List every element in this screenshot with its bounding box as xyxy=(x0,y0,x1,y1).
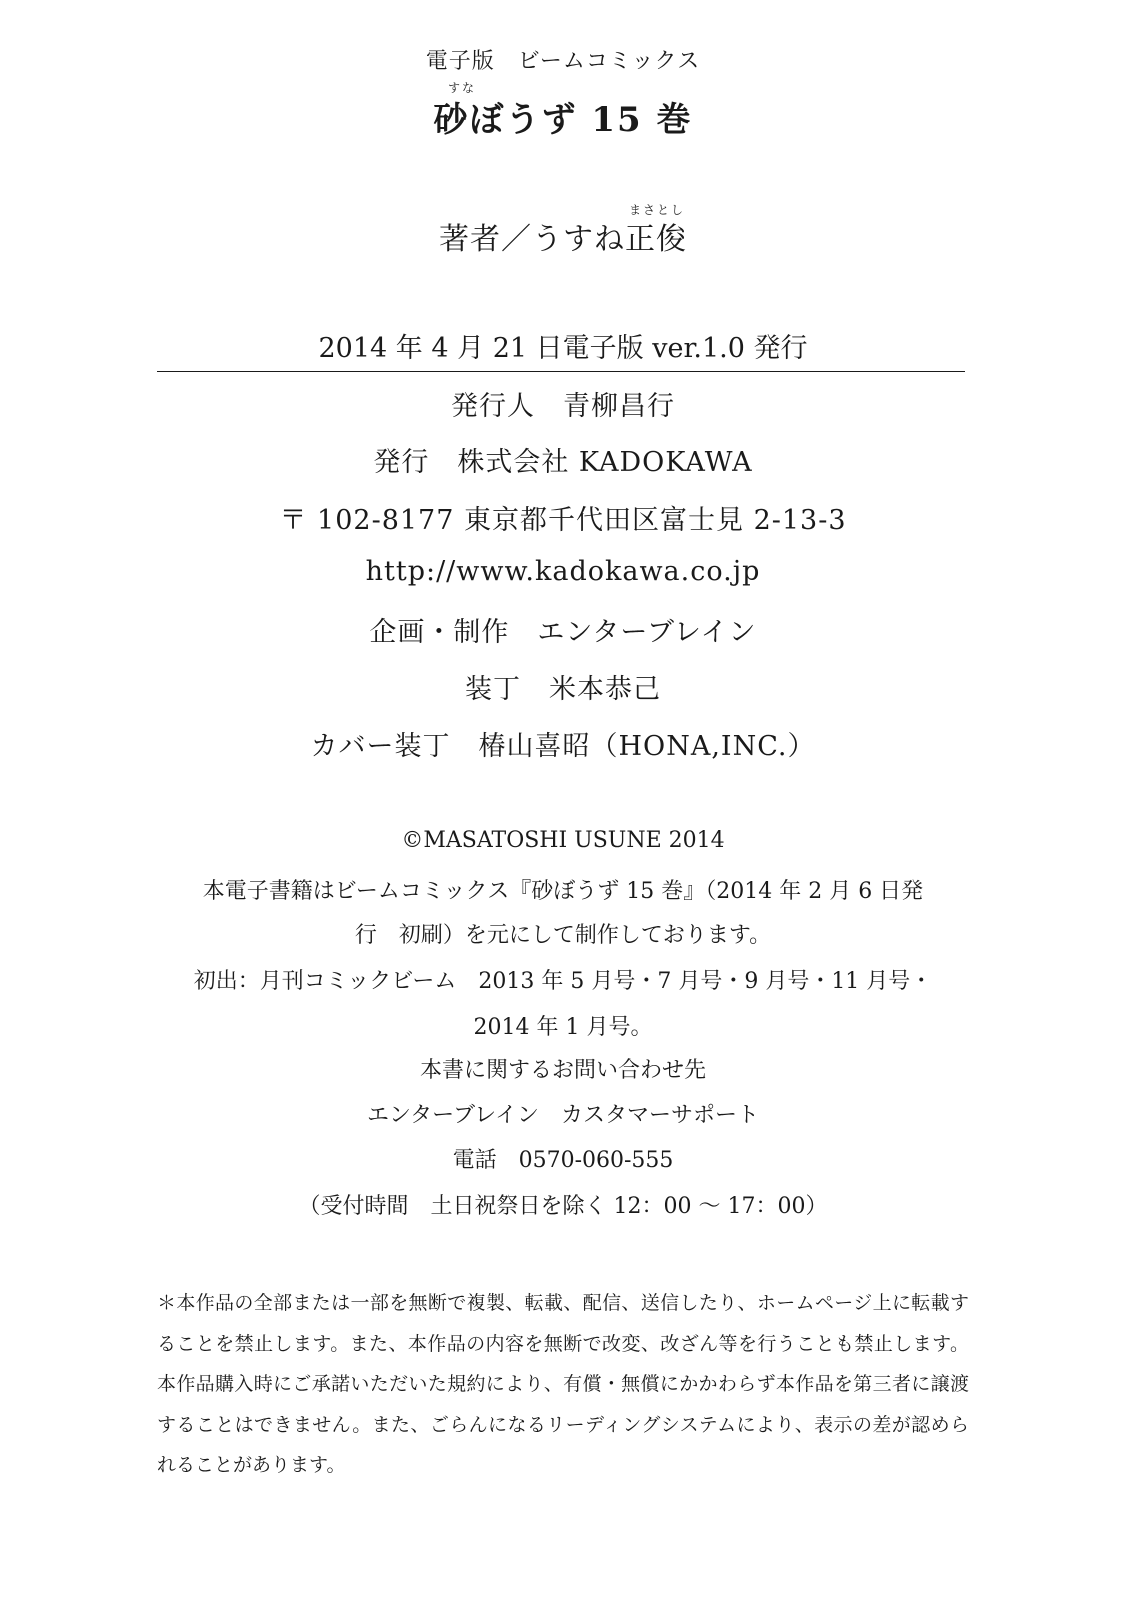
first-publication-line-1: 初出：月刊コミックビーム 2013 年 5 月号・7 月号・9 月号・11 月号・ xyxy=(193,969,933,994)
address-line: 〒 102-8177 東京都千代田区富士見 2-13-3 xyxy=(279,505,847,536)
series-label: 電子版 ビームコミックス xyxy=(425,49,701,74)
contact-department: エンターブレイン カスタマーサポート xyxy=(366,1103,760,1128)
divider-line xyxy=(157,371,965,372)
copyright-line: ©MASATOSHI USUNE 2014 xyxy=(401,828,725,853)
cover-binding-line: カバー装丁 椿山喜昭（HONA,INC.） xyxy=(310,731,816,762)
publisher-person-line: 発行人 青柳昌行 xyxy=(451,391,675,422)
contact-phone: 電話 0570-060-555 xyxy=(452,1148,674,1173)
disclaimer-paragraph: ＊本作品の全部または一部を無断で複製、転載、配信、送信したり、ホームページ上に転載することを禁止します。また、本作品の内容を無断で改変、改ざん等を行うことも禁止します。本作品購入時にご承諾いただいた規約により、有償・無償にかかわらず本作品を第三者に譲渡することはできません。また、ごらんになるリーディングシステムにより、表示の差が認められることがあります。 xyxy=(157,1292,969,1476)
contact-hours: （受付時間 土日祝祭日を除く 12：00 〜 17：00） xyxy=(298,1194,828,1219)
planning-line: 企画・制作 エンターブレイン xyxy=(369,617,757,648)
edition-line: 2014 年 4 月 21 日電子版 ver.1.0 発行 xyxy=(318,333,808,364)
url-line: http://www.kadokawa.co.jp xyxy=(365,556,761,587)
contact-heading: 本書に関するお問い合わせ先 xyxy=(419,1058,706,1083)
source-note-line-1: 本電子書籍はビームコミックス『砂ぼうず 15 巻』（2014 年 2 月 6 日発 xyxy=(202,879,924,904)
binding-line: 装丁 米本恭己 xyxy=(465,674,661,705)
title-ruby: すな xyxy=(448,81,477,95)
author-ruby: まさとし xyxy=(629,203,686,217)
source-note-line-2: 行 初刷）を元にして制作しております。 xyxy=(354,923,772,948)
publisher-line: 発行 株式会社 KADOKAWA xyxy=(373,447,753,478)
book-title: 砂ぼうず 15 巻 xyxy=(433,100,693,140)
first-publication-line-2: 2014 年 1 月号。 xyxy=(473,1015,653,1040)
author-line: 著者／うすね正俊 xyxy=(439,222,687,257)
